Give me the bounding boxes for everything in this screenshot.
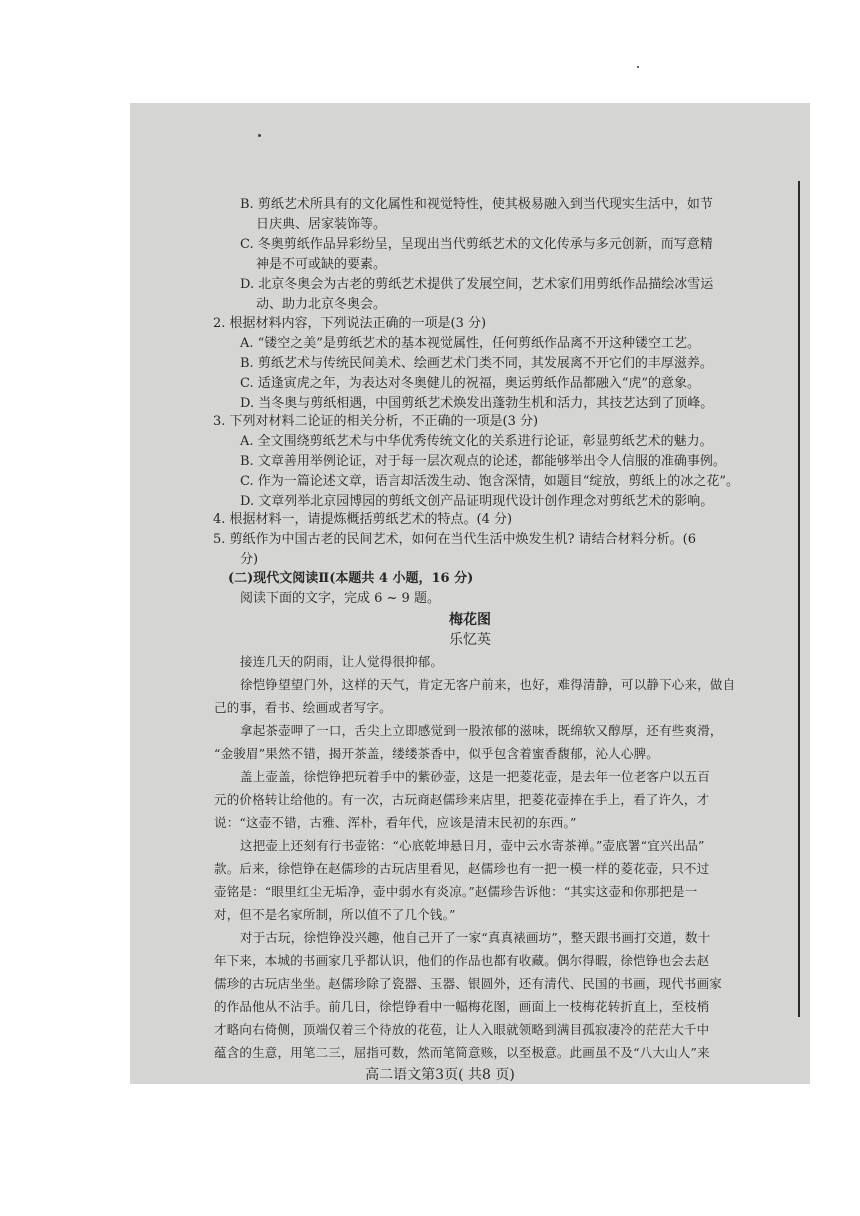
scan-speck — [258, 134, 261, 137]
question-3-option-c: C. 作为一篇论述文章，语言却活泼生动、饱含深情，如题目“绽放，剪纸上的冰之花”。 — [240, 474, 740, 489]
story-line: 儒珍的古玩店坐坐。赵儒珍除了瓷器、玉器、银圆外，还有清代、民国的书画，现代书画家 — [214, 976, 723, 991]
option-c-line2: 神是不可或缺的要素。 — [256, 257, 387, 272]
reading-instruction: 阅读下面的文字，完成 6 ~ 9 题。 — [240, 591, 440, 606]
question-2-option-c: C. 适逢寅虎之年，为表达对冬奥健儿的祝福，奥运剪纸作品都融入“虎”的意象。 — [240, 376, 701, 391]
story-title: 梅花图 — [449, 612, 491, 628]
question-3-stem: 3. 下列对材料二论证的相关分析，不正确的一项是(3 分) — [213, 414, 539, 429]
story-line: “金骏眉”果然不错，揭开茶盖，缕缕茶香中，似乎包含着蜜香馥郁，沁人心脾。 — [214, 746, 659, 761]
question-4: 4. 根据材料一，请提炼概括剪纸艺术的特点。(4 分) — [213, 512, 513, 527]
story-line: 蕴含的生意，用笔二三，屈指可数，然而笔简意赅，以至极意。此画虽不及“八大山人”来 — [214, 1045, 710, 1060]
question-3-option-b: B. 文章善用举例论证，对于每一层次观点的论述，都能够举出令人信服的准确事例。 — [240, 454, 726, 469]
question-5: 5. 剪纸作为中国古老的民间艺术，如何在当代生活中焕发生机? 请结合材料分析。(6 — [213, 532, 696, 547]
story-line: 徐恺铮望望门外，这样的天气，肯定无客户前来，也好，难得清静，可以静下心来，做自 — [240, 677, 736, 692]
question-2-option-a: A. “镂空之美”是剪纸艺术的基本视觉属性，任何剪纸作品离不开这种镂空工艺。 — [240, 336, 700, 351]
margin-rule — [798, 181, 800, 1017]
section-heading: (二)现代文阅读Ⅱ(本题共 4 小题，16 分) — [228, 571, 474, 586]
story-line: 年下来，本城的书画家几乎都认识，他们的作品也都有收藏。偶尔得暇，徐恺铮也会去赵 — [214, 953, 710, 968]
story-line: 款。后来，徐恺铮在赵儒珍的古玩店里看见，赵儒珍也有一把一模一样的菱花壶，只不过 — [214, 861, 710, 876]
question-2-stem: 2. 根据材料内容，下列说法正确的一项是(3 分) — [213, 316, 487, 331]
story-line: 盖上壶盖，徐恺铮把玩着手中的紫砂壶，这是一把菱花壶，是去年一位老客户以五百 — [240, 769, 710, 784]
option-d-line2: 动、助力北京冬奥会。 — [256, 297, 387, 312]
story-line: 壶铭是：“眼里红尘无垢净，壶中弱水有炎凉。”赵儒珍告诉他：“其实这壶和你那把是一 — [214, 884, 698, 899]
question-5-cont: 分) — [240, 552, 259, 567]
story-line: 这把壶上还刻有行书壶铭：“心底乾坤悬日月，壶中云水寄茶禅。”壶底署“宜兴出品” — [240, 838, 705, 853]
question-3-option-d: D. 文章列举北京园博园的剪纸文创产品证明现代设计创作理念对剪纸艺术的影响。 — [240, 494, 714, 509]
story-line: 的作品他从不沾手。前几日，徐恺铮看中一幅梅花图，画面上一枝梅花转折直上，至枝梢 — [214, 999, 710, 1014]
question-3-option-a: A. 全文围绕剪纸艺术与中华优秀传统文化的关系进行论证，彰显剪纸艺术的魅力。 — [240, 434, 713, 449]
story-line: 接连几天的阴雨，让人觉得很抑郁。 — [240, 654, 444, 669]
story-line: 元的价格转让给他的。有一次，古玩商赵儒珍来店里，把菱花壶捧在手上，看了许久，才 — [214, 792, 710, 807]
scan-speck — [637, 66, 639, 68]
story-line: 拿起茶壶呷了一口，舌尖上立即感觉到一股浓郁的滋味，既绵软又醇厚，还有些爽滑， — [240, 723, 723, 738]
question-2-option-d: D. 当冬奥与剪纸相遇，中国剪纸艺术焕发出蓬勃生机和活力，其技艺达到了顶峰。 — [240, 396, 714, 411]
option-b-line1: B. 剪纸艺术所具有的文化属性和视觉特性，使其极易融入到当代现实生活中，如节 — [240, 197, 713, 212]
story-line: 说：“这壶不错，古雅、浑朴，看年代，应该是清末民初的东西。” — [214, 815, 577, 830]
option-d-line1: D. 北京冬奥会为古老的剪纸艺术提供了发展空间，艺术家们用剪纸作品描绘冰雪运 — [240, 277, 714, 292]
story-line: 己的事，看书、绘画或者写字。 — [214, 700, 392, 715]
option-c-line1: C. 冬奥剪纸作品异彩纷呈，呈现出当代剪纸艺术的文化传承与多元创新，而写意精 — [240, 237, 713, 252]
story-line: 对，但不是名家所制，所以值不了几个钱。” — [214, 907, 456, 922]
option-b-line2: 日庆典、居家装饰等。 — [256, 217, 387, 232]
scanned-exam-page — [130, 103, 810, 1084]
story-line: 对于古玩，徐恺铮没兴趣，他自己开了一家“真真裱画坊”，整天跟书画打交道，数十 — [240, 930, 711, 945]
page-footer: 高二语文第3页( 共8 页) — [365, 1067, 515, 1083]
story-line: 才略向右倚侧，顶端仅着三个待放的花苞，让人入眼就领略到满目孤寂凄冷的茫茫大千中 — [214, 1022, 710, 1037]
question-2-option-b: B. 剪纸艺术与传统民间美术、绘画艺术门类不同，其发展离不开它们的丰厚滋养。 — [240, 356, 713, 371]
story-author: 乐忆英 — [449, 632, 491, 648]
